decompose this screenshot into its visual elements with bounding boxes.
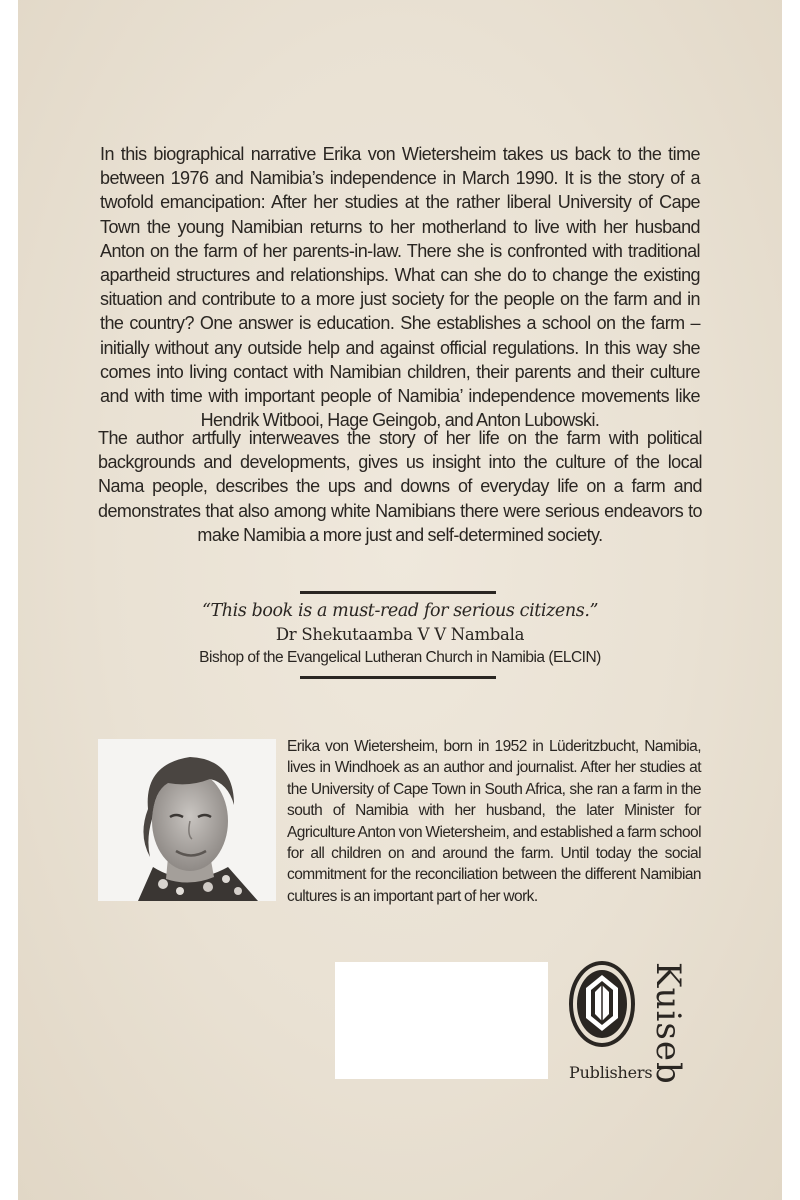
endorsement-author: Dr Shekutaamba V V Nambala [275, 625, 525, 644]
author-photo [98, 739, 276, 901]
barcode-area [335, 962, 548, 1079]
publisher-label: Publishers [569, 1063, 653, 1082]
author-bio: Erika von Wietersheim, born in 1952 in Lüderitzbucht, Namibia, lives in Windhoek as an author and journalist. After her studies at the University of Cape Town in South Africa, she ran a farm in the south of Namibia with her husband, the later Minister for Agriculture Anton von Wietersheim, and established a farm school for all children on and around the farm. Until today the social commitment for the reconciliation between the different Namibian cultures is an important part of her work. [287, 738, 701, 905]
endorsement-role: Bishop of the Evangelical Lutheran Church in Namibia (ELCIN) [199, 649, 601, 666]
divider-bottom [300, 676, 496, 679]
blurb-paragraph-1: In this biographical narrative Erika von Wietersheim takes us back to the time between 1976 and Namibia’s independence in March 1990. It is the story of a twofold emancipation: After her studies at the rather liberal University of Cape Town the young Namibian returns to her motherland to live with her husband Anton on the farm of her parents-in-law. There she is confronted with traditional apartheid structures and relationships. What can she do to change the existing situation and contribute to a more just society for the people on the farm and in the country? One answer is education. She establishes a school on the farm – initially without any outside help and against official regulations. In this way she comes into living contact with Namibian children, their parents and their culture and with time with important people of Namibia’ independence movements like Hendrik Witbooi, Hage Geingob, and Anton Lubowski. [100, 144, 700, 431]
back-cover [18, 0, 782, 1200]
publisher-brand: Kuiseb [648, 962, 688, 1085]
endorsement-quote: “This book is a must-read for serious citizens.” [201, 601, 599, 621]
divider-top [300, 591, 496, 594]
blurb-paragraph-2: The author artfully interweaves the story of her life on the farm with political backgrounds and developments, gives us insight into the culture of the local Nama people, describes the ups and downs of everyday life on a farm and demonstrates that also among white Namibians there were serious endeavors to make Namibia a more just and self-determined society. [98, 428, 702, 545]
